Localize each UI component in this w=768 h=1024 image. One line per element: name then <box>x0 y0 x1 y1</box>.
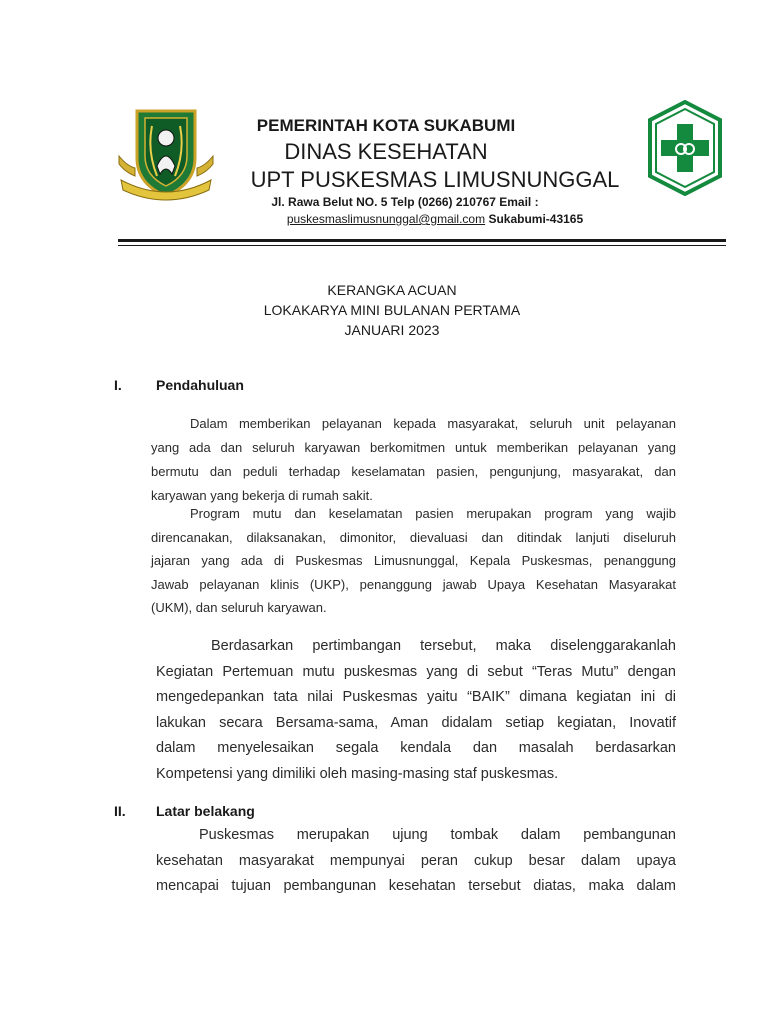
text-line: Puskesmas merupakan ujung tombak dalam pembangunan <box>199 827 676 843</box>
document-title <box>200 280 584 340</box>
section-1-paragraph-3 <box>156 634 676 787</box>
text-line: jajaran yang ada di Puskesmas Limusnunggal, Kepala Puskesmas, penanggung <box>151 553 676 568</box>
section-2-number: II. <box>114 803 126 819</box>
text-line: lakukan secara Bersama-sama, Aman didalam setiap kegiatan, Inovatif <box>156 714 676 731</box>
email-link[interactable]: puskesmaslimusnunggal@gmail.com <box>286 212 486 226</box>
section-1-heading: Pendahuluan <box>156 377 244 393</box>
department-name: DINAS KESEHATAN <box>284 139 488 164</box>
section-1-paragraph-1 <box>151 412 676 508</box>
city-postal: Sukabumi-43165 <box>488 212 584 226</box>
section-1-number: I. <box>114 377 122 393</box>
text-line: karyawan yang bekerja di rumah sakit. <box>151 488 373 503</box>
contact-line <box>230 212 640 227</box>
text-line: dalam menyelesaikan segala kendala dan masalah berdasarkan <box>156 740 676 756</box>
government-name: PEMERINTAH KOTA SUKABUMI <box>256 116 516 135</box>
letterhead-divider-thin <box>118 245 726 246</box>
text-line: Jawab pelayanan klinis (UKP), penanggung jawab Upaya Kesehatan Masyarakat <box>151 576 676 592</box>
address-line: Jl. Rawa Belut NO. 5 Telp (0266) 210767 Email : <box>271 195 539 209</box>
puskesmas-emblem-logo <box>648 100 722 196</box>
text-line: (UKM), dan seluruh karyawan. <box>151 600 327 615</box>
institution-name: UPT PUSKESMAS LIMUSNUNGGAL <box>250 167 620 192</box>
text-line: direncanakan, dilaksanakan, dimonitor, dievaluasi dan ditindak lanjuti diseluruh <box>151 529 676 545</box>
text-line: Kegiatan Pertemuan mutu puskesmas yang di sebut “Teras Mutu” dengan <box>156 663 676 680</box>
section-2-paragraph-1 <box>156 823 676 900</box>
text-line: kesehatan masyarakat mempunyai peran cukup besar dalam upaya <box>156 852 676 869</box>
section-1-paragraph-2 <box>151 502 676 620</box>
text-line: Kompetensi yang dimiliki oleh masing-masing staf puskesmas. <box>156 765 559 782</box>
title-line-3: JANUARI 2023 <box>344 322 440 338</box>
text-line: Dalam memberikan pelayanan kepada masyarakat, seluruh unit pelayanan <box>190 416 676 431</box>
text-line: mencapai tujuan pembangunan kesehatan tersebut diatas, maka dalam <box>156 878 676 894</box>
text-line: yang ada dan seluruh karyawan berkomitmen untuk memberikan pelayanan yang <box>151 440 676 455</box>
text-line: Program mutu dan keselamatan pasien merupakan program yang wajib <box>190 506 676 521</box>
text-line: bermutu dan peduli terhadap keselamatan pasien, pengunjung, masyarakat, dan <box>151 464 676 479</box>
text-line: mengedepankan tata nilai Puskesmas yaitu “BAIK” dimana kegiatan ini di <box>156 689 676 705</box>
letterhead-divider-thick <box>118 239 726 242</box>
title-line-2: LOKAKARYA MINI BULANAN PERTAMA <box>263 302 521 318</box>
section-2-heading: Latar belakang <box>156 803 255 819</box>
title-line-1: KERANGKA ACUAN <box>327 282 457 298</box>
text-line: Berdasarkan pertimbangan tersebut, maka diselenggarakanlah <box>211 638 676 654</box>
